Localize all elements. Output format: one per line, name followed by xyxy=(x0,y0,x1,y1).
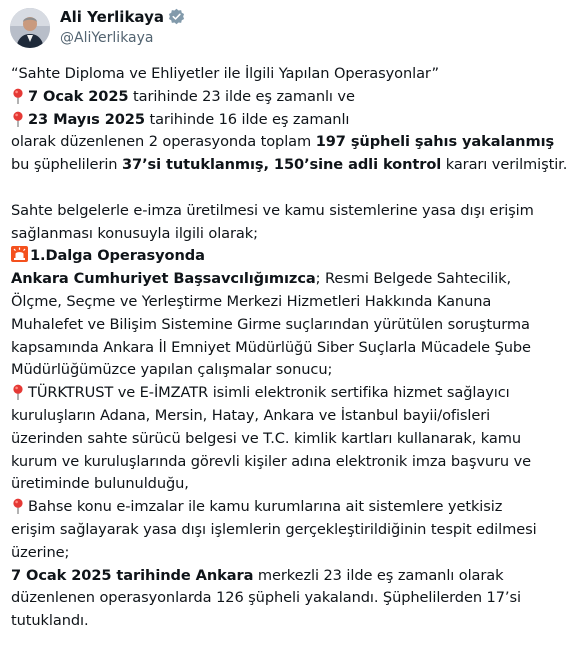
text-line: üretiminde bulunulduğu, xyxy=(11,475,189,493)
text-line: erişim sağlayarak yasa dışı işlemlerin gerçekleştirildiğinin tespit edilmesi xyxy=(11,520,537,538)
text-line: 7 Ocak 2025 tarihinde 23 ilde eş zamanlı ve xyxy=(11,86,577,109)
round-pushpin-icon xyxy=(11,498,25,514)
text-line: sağlanması konusuyla ilgili olarak; xyxy=(11,224,258,242)
post-text xyxy=(11,63,577,633)
text-line: kapsamında Ankara İl Emniyet Müdürlüğü Siber Suçlarla Mücadele Şube xyxy=(11,338,531,356)
text-line: Muhalefet ve Bilişim Sistemine Girme suçlarından yürütülen soruşturma xyxy=(11,315,530,333)
text-line: Müdürlüğümüzce yapılan çalışmalar sonucu; xyxy=(11,361,333,379)
text-line: kuruluşların Adana, Mersin, Hatay, Ankara ve İstanbul bayii/ofisleri xyxy=(11,406,491,424)
text-line: Ölçme, Seçme ve Yerleştirme Merkezi Hizmetleri Hakkında Kanuna xyxy=(11,292,492,310)
post-title: “Sahte Diploma ve Ehliyetler ile İlgili Yapılan Operasyonlar” xyxy=(11,65,439,82)
text-line: üzerine; xyxy=(11,543,70,561)
avatar[interactable] xyxy=(10,8,50,48)
text-line: bu şüphelilerin 37’si tutuklanmış, 150’sine adli kontrol kararı verilmiştir. xyxy=(11,156,568,174)
wave-heading: 1.Dalga Operasyonda xyxy=(11,245,577,268)
round-pushpin-icon xyxy=(11,111,25,127)
text-line: Sahte belgelerle e-imza üretilmesi ve kamu sistemlerine yasa dışı erişim xyxy=(11,201,534,219)
author-name-text: Ali Yerlikaya xyxy=(60,8,164,26)
police-light-icon xyxy=(11,246,28,262)
text-line: 7 Ocak 2025 tarihinde Ankara merkezli 23 ilde eş zamanlı olarak xyxy=(11,566,504,584)
text-line: TÜRKTRUST ve E-İMZATR isimli elektronik sertifika hizmet sağlayıcı xyxy=(11,382,577,405)
text-line: kurum ve kuruluşlarında görevli kişiler adına elektronik imza başvuru ve xyxy=(11,452,532,470)
round-pushpin-icon xyxy=(11,88,25,104)
paragraph-gap xyxy=(11,177,577,200)
text-line: olarak düzenlenen 2 operasyonda toplam 197 şüpheli şahıs yakalanmış xyxy=(11,133,555,151)
text-line: tutuklandı. xyxy=(11,612,89,630)
round-pushpin-icon xyxy=(11,384,25,400)
author-handle[interactable]: @AliYerlikaya xyxy=(60,30,154,46)
text-line: 23 Mayıs 2025 tarihinde 16 ilde eş zamanlı xyxy=(11,109,577,132)
text-line: düzenlenen operasyonlarda 126 şüpheli yakalandı. Şüphelilerden 17’si xyxy=(11,589,521,607)
verified-badge-icon xyxy=(168,8,185,25)
author-name[interactable] xyxy=(60,8,185,27)
post-header xyxy=(10,8,577,48)
text-line: Bahse konu e-imzalar ile kamu kurumlarına ait sistemlere yetkisiz xyxy=(11,496,577,519)
text-line: üzerinden sahte sürücü belgesi ve T.C. kimlik kartları kullanarak, kamu xyxy=(11,429,521,447)
text-line: Ankara Cumhuriyet Başsavcılığımızca; Resmi Belgede Sahtecilik, xyxy=(11,270,512,288)
